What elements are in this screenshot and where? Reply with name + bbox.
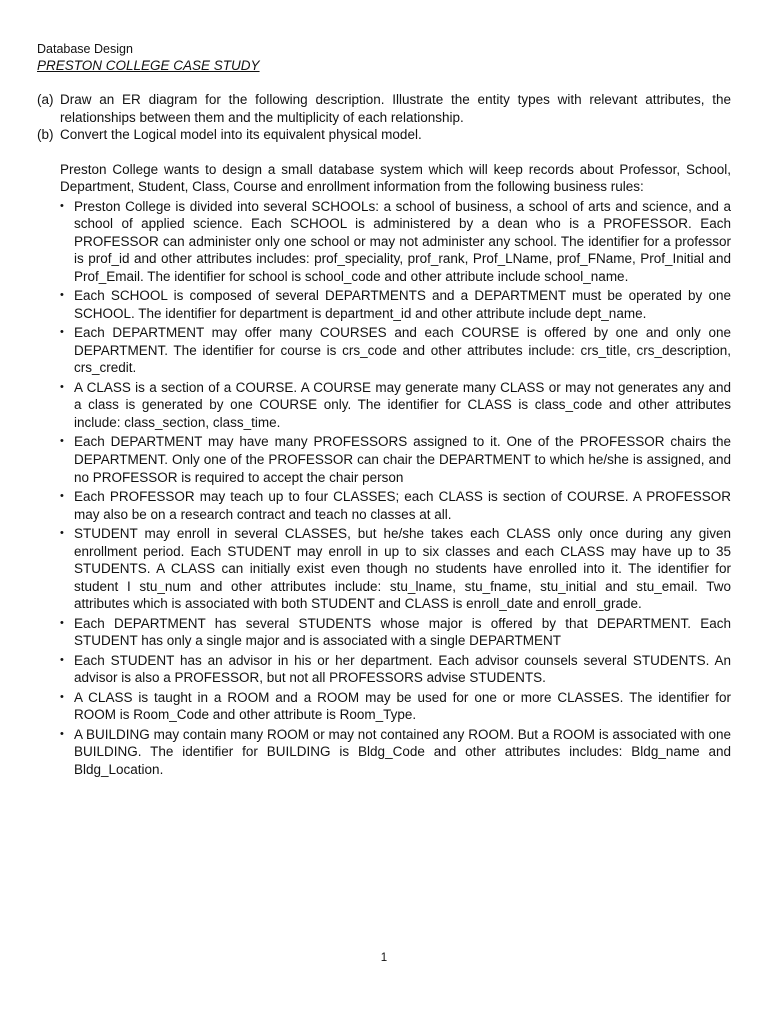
bullet-icon: •: [60, 526, 64, 539]
bullet-icon: •: [60, 380, 64, 393]
business-rule-item: [60, 726, 731, 779]
business-rule-text: Each STUDENT has an advisor in his or her department. Each advisor counsels several STUDENTS. An advisor is also a PROFESSOR, but not all PROFESSORS advise STUDENTS.: [74, 652, 731, 686]
business-rule-text: Each SCHOOL is composed of several DEPARTMENTS and a DEPARTMENT must be operated by one SCHOOL. The identifier for department is department_id and other attribute include dept_name.: [74, 288, 731, 321]
intro-paragraph: Preston College wants to design a small database system which will keep records about Professor, School, Department, Student, Class, Course and enrollment information from the following business rules:: [60, 161, 731, 194]
business-rule-item: [60, 287, 731, 322]
bullet-icon: •: [60, 289, 64, 302]
bullet-icon: •: [60, 616, 64, 629]
business-rule-item: [60, 615, 731, 650]
question-b: [37, 126, 731, 144]
bullet-icon: •: [60, 690, 64, 703]
business-rule-text: Each PROFESSOR may teach up to four CLASSES; each CLASS is section of COURSE. A PROFESSOR may also be on a research contract and teach no classes at all.: [74, 488, 731, 522]
case-study-title: PRESTON COLLEGE CASE STUDY: [37, 58, 260, 73]
business-rule-text: Each DEPARTMENT may offer many COURSES and each COURSE is offered by one and only one DEPARTMENT. The identifier for course is crs_code and other attributes include: crs_title, crs_description, crs_credit.: [74, 325, 731, 376]
business-rule-text: A BUILDING may contain many ROOM or may not contained any ROOM. But a ROOM is associated with one BUILDING. The identifier for BUILDING is Bldg_Code and other attributes includes: Bldg_name and Bldg_Location.: [74, 726, 731, 777]
business-rule-text: Each DEPARTMENT has several STUDENTS whose major is offered by that DEPARTMENT. Each STUDENT has only a single major and is associated with a single DEPARTMENT: [74, 615, 731, 649]
question-text: Convert the Logical model into its equivalent physical model.: [60, 127, 422, 142]
business-rule-text: STUDENT may enroll in several CLASSES, but he/she takes each CLASS only once during any given enrollment period. Each STUDENT may enroll in up to six classes and each CLASS may have up to 35 STUDENTS. A CLASS can initially exist even though no students have enrolled into it. The identifier for student I stu_num and other attributes include: stu_lname, stu_fname, stu_initial and stu_email. Two attributes which is associated with both STUDENT and CLASS is enroll_date and enroll_grade.: [74, 525, 731, 612]
course-subject: Database Design: [37, 42, 133, 56]
business-rule-text: Each DEPARTMENT may have many PROFESSORS assigned to it. One of the PROFESSOR chairs the DEPARTMENT. Only one of the PROFESSOR can chair the DEPARTMENT to which he/she is assigned, and no PROFESSOR is required to accept the chair person: [74, 434, 731, 485]
business-rule-item: [60, 433, 731, 486]
business-rule-item: [60, 379, 731, 432]
business-rule-item: [60, 488, 731, 523]
question-label: (a): [37, 92, 54, 107]
bullet-icon: •: [60, 727, 64, 740]
bullet-icon: •: [60, 489, 64, 502]
bullet-icon: •: [60, 326, 64, 339]
business-rule-item: [60, 324, 731, 377]
business-rule-text: A CLASS is taught in a ROOM and a ROOM may be used for one or more CLASSES. The identifier for ROOM is Room_Code and other attribute is Room_Type.: [74, 689, 731, 723]
document-page: [37, 42, 731, 780]
bullet-icon: •: [60, 199, 64, 212]
questions: [37, 91, 731, 144]
business-rule-text: Preston College is divided into several SCHOOLs: a school of business, a school of arts and science, and a school of applied science. Each SCHOOL is administered by a dean who is a PROFESSOR. Each PROFESSOR can administer only one school or may not administer any school. The identifier for a professor is prof_id and other attributes includes: prof_speciality, prof_rank, Prof_LName, prof_FName, Prof_Initial and Prof_Email. The identifier for school is school_code and other attribute include school_name.: [74, 198, 731, 284]
business-rule-text: A CLASS is a section of a COURSE. A COURSE may generate many CLASS or may not generates any and a class is generated by one COURSE only. The identifier for CLASS is class_code and other attributes include: class_section, class_time.: [74, 379, 731, 431]
business-rules-list: [37, 198, 731, 779]
business-rule-item: [60, 525, 731, 613]
question-text: Draw an ER diagram for the following description. Illustrate the entity types with relevant attributes, the relationships between them and the multiplicity of each relationship.: [60, 92, 731, 125]
business-rule-item: [60, 652, 731, 687]
question-a: [37, 91, 731, 126]
bullet-icon: •: [60, 435, 64, 448]
page-number: 1: [380, 952, 388, 964]
question-label: (b): [37, 127, 54, 142]
bullet-icon: •: [60, 653, 64, 666]
business-rule-item: [60, 689, 731, 724]
business-rule-item: [60, 198, 731, 286]
